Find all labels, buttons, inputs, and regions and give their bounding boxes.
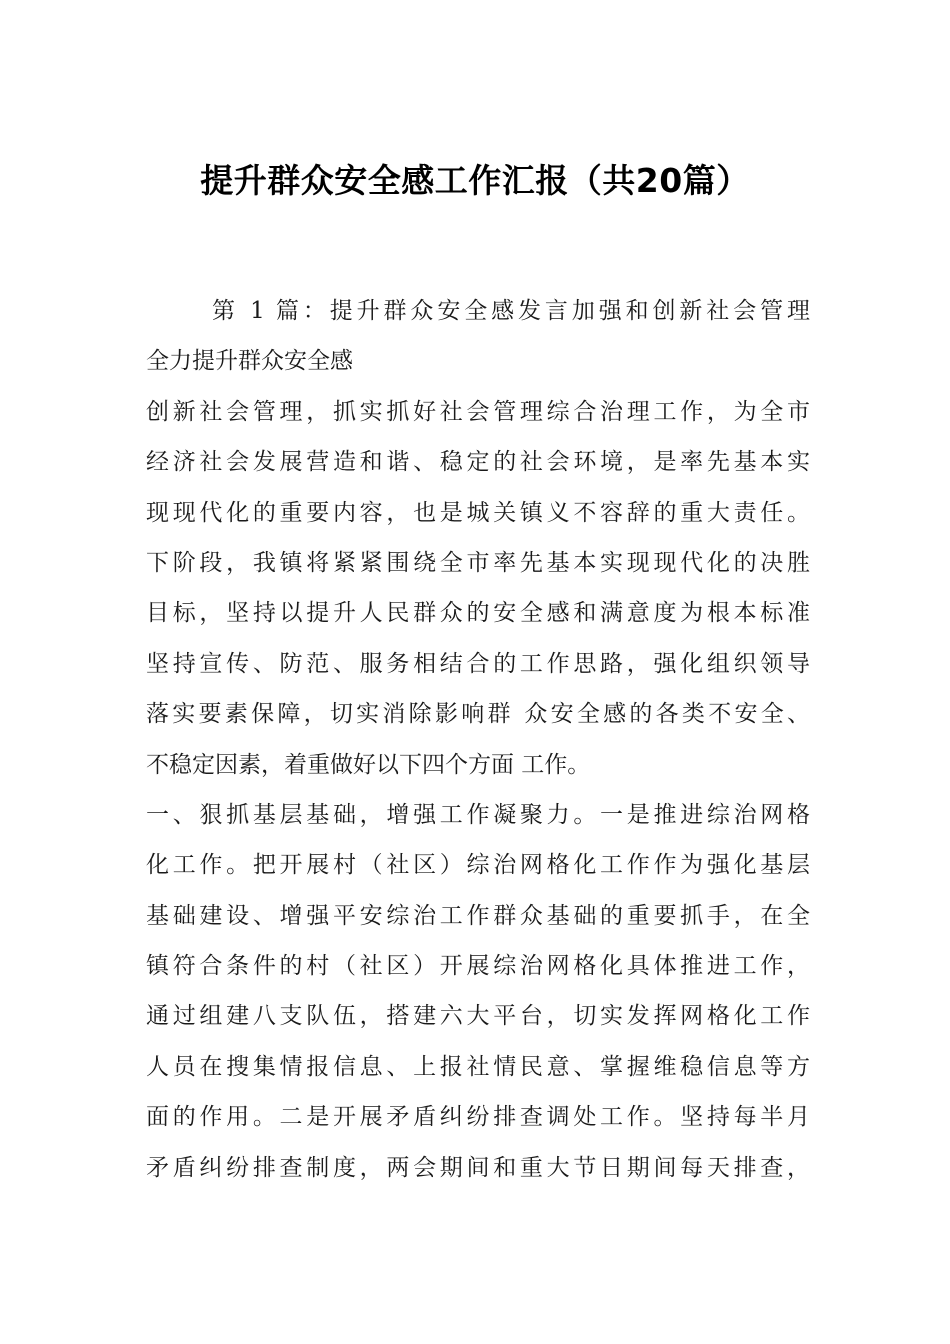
paragraph-line: 创新社会管理，抓实抓好社会管理综合治理工作，为全市	[146, 398, 810, 425]
paragraph-line: 化工作。把开展村（社区）综治网格化工作作为强化基层	[146, 852, 810, 879]
document-body	[146, 286, 810, 1193]
paragraph-line: 经济社会发展营造和谐、稳定的社会环境，是率先基本实	[146, 449, 810, 476]
document-title: 提升群众安全感工作汇报（共20篇）	[200, 161, 750, 200]
paragraph-line: 矛盾纠纷排查制度，两会期间和重大节日期间每天排查，	[146, 1154, 810, 1181]
paragraph-line: 镇符合条件的村（社区）开展综治网格化具体推进工作，	[146, 953, 810, 980]
paragraph-line: 全力提升群众安全感	[146, 348, 353, 375]
paragraph-line: 通过组建八支队伍，搭建六大平台，切实发挥网格化工作	[146, 1003, 810, 1030]
paragraph-line: 面的作用。二是开展矛盾纠纷排查调处工作。坚持每半月	[146, 1104, 810, 1131]
paragraph-line: 基础建设、增强平安综治工作群众基础的重要抓手，在全	[146, 902, 810, 929]
paragraph-line: 现现代化的重要内容，也是城关镇义不容辞的重大责任。	[146, 499, 810, 526]
paragraph-line: 不稳定因素，着重做好以下四个方面 工作。	[146, 751, 591, 778]
paragraph-line: 人员在搜集情报信息、上报社情民意、掌握维稳信息等方	[146, 1053, 810, 1080]
paragraph-line: 落实要素保障，切实消除影响群 众安全感的各类不安全、	[146, 701, 810, 728]
paragraph-line: 目标，坚持以提升人民群众的安全感和满意度为根本标准	[146, 600, 810, 627]
paragraph-line: 坚持宣传、防范、服务相结合的工作思路，强化组织领导	[146, 650, 810, 677]
paragraph-line: 一、狠抓基层基础，增强工作凝聚力。一是推进综治网格	[146, 801, 810, 828]
paragraph-line: 下阶段，我镇将紧紧围绕全市率先基本实现现代化的决胜	[146, 549, 810, 576]
paragraph-line: 第 1 篇：提升群众安全感发言加强和创新社会管理	[212, 298, 810, 324]
